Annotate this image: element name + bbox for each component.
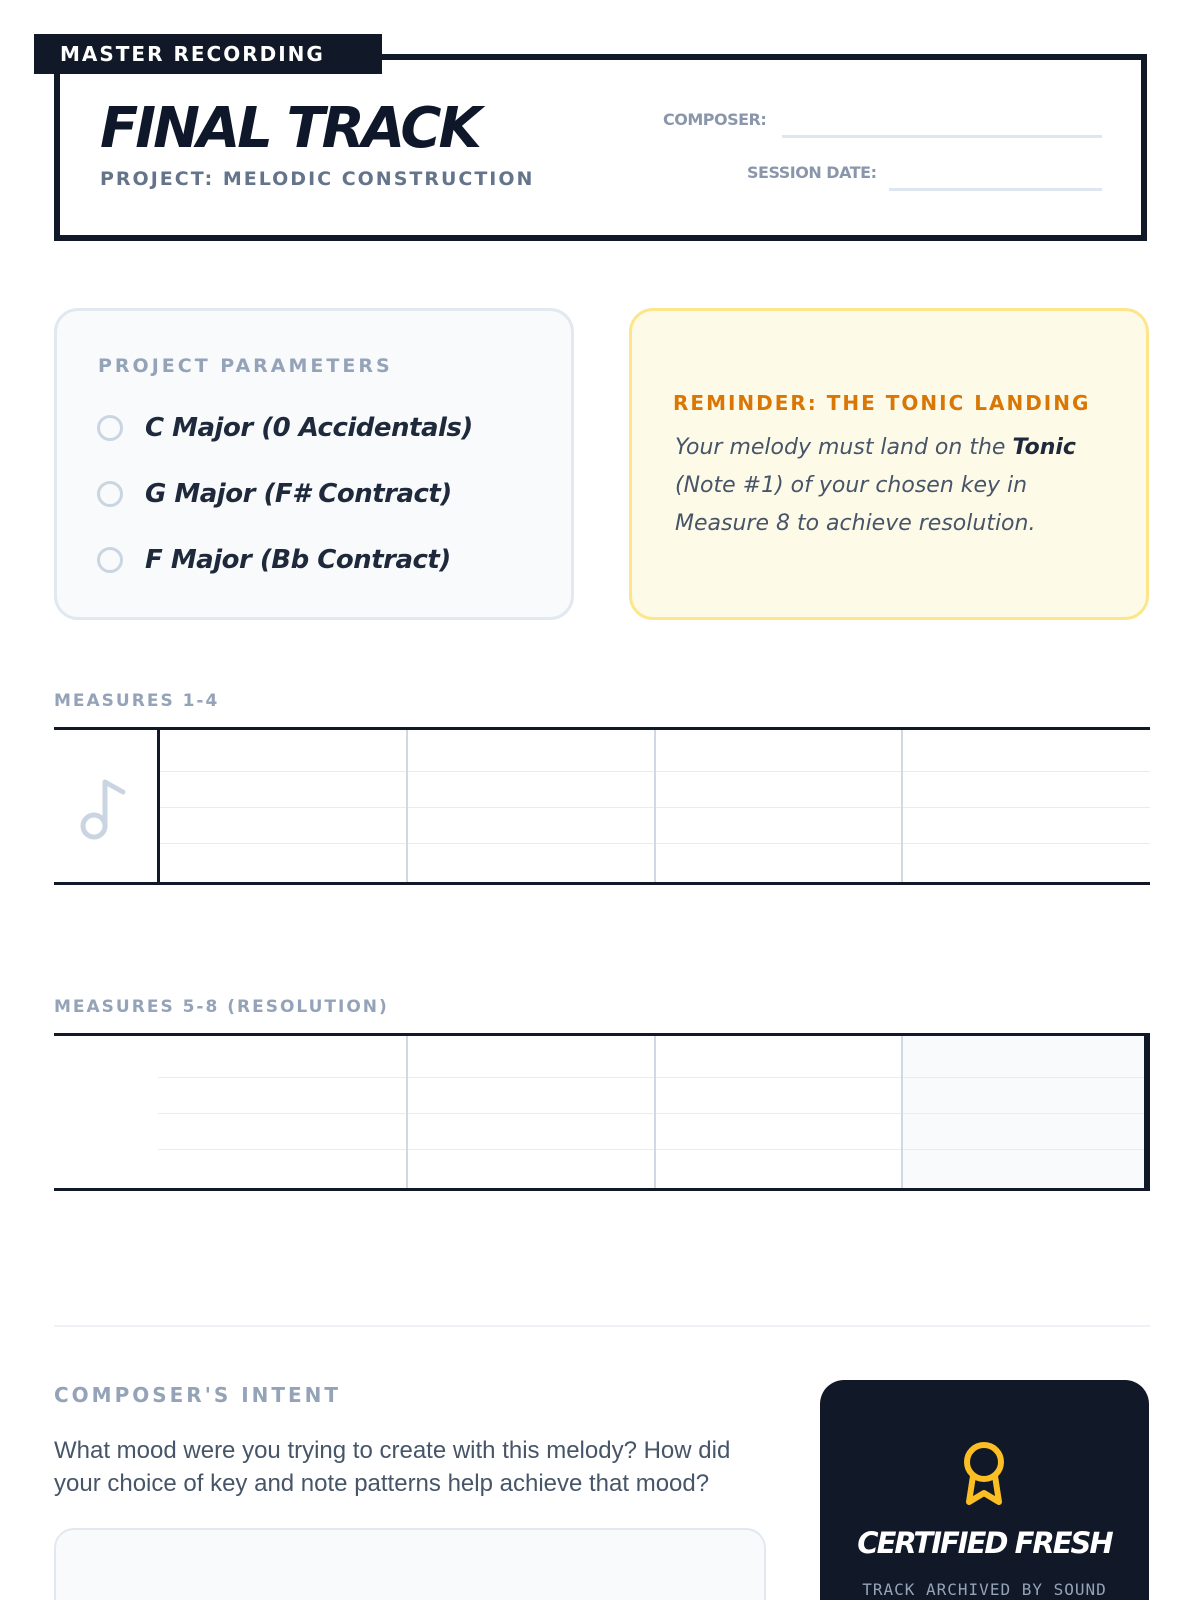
radio-button[interactable] bbox=[97, 481, 123, 507]
staff-measures-1-4[interactable] bbox=[54, 727, 1150, 885]
key-option-g-major[interactable] bbox=[97, 474, 452, 514]
key-option-label: G Major (F# Contract) bbox=[145, 479, 452, 509]
measures-1-4-label: MEASURES 1-4 bbox=[54, 691, 220, 711]
composers-intent-answer-box[interactable] bbox=[54, 1528, 766, 1600]
reminder-title: REMINDER: THE TONIC LANDING bbox=[673, 391, 1091, 415]
reminder-text: Your melody must land on the Tonic (Note #1) of your chosen key in Measure 8 to achieve resolution. bbox=[675, 435, 1076, 536]
project-subtitle: PROJECT: MELODIC CONSTRUCTION bbox=[100, 168, 535, 190]
resolution-measure-highlight bbox=[902, 1036, 1144, 1188]
composer-field[interactable] bbox=[782, 135, 1102, 138]
key-option-c-major[interactable] bbox=[97, 408, 473, 448]
composer-label: COMPOSER: bbox=[663, 110, 767, 129]
certified-fresh-badge bbox=[820, 1380, 1149, 1600]
composers-intent-title: COMPOSER'S INTENT bbox=[54, 1383, 342, 1407]
session-date-label: SESSION DATE: bbox=[747, 163, 877, 182]
radio-button[interactable] bbox=[97, 547, 123, 573]
measures-5-8-label: MEASURES 5-8 (RESOLUTION) bbox=[54, 997, 389, 1017]
music-note-icon bbox=[76, 774, 136, 844]
staff-measures-5-8[interactable] bbox=[54, 1033, 1150, 1191]
badge-title: CERTIFIED FRESH bbox=[857, 1526, 1112, 1560]
award-icon bbox=[959, 1440, 1009, 1506]
barline bbox=[654, 730, 656, 882]
radio-button[interactable] bbox=[97, 415, 123, 441]
barline bbox=[406, 730, 408, 882]
tonic-emphasis: Tonic bbox=[1012, 435, 1076, 460]
barline bbox=[654, 1036, 656, 1188]
session-date-field[interactable] bbox=[889, 188, 1102, 191]
barline bbox=[901, 730, 903, 882]
parameters-title: PROJECT PARAMETERS bbox=[98, 355, 393, 377]
final-barline bbox=[1144, 1036, 1150, 1188]
key-option-label: F Major (Bb Contract) bbox=[145, 545, 451, 575]
reminder-card bbox=[629, 308, 1149, 620]
key-option-f-major[interactable] bbox=[97, 540, 451, 580]
key-option-label: C Major (0 Accidentals) bbox=[145, 413, 473, 443]
project-parameters-card bbox=[54, 308, 574, 620]
section-divider bbox=[54, 1325, 1150, 1327]
barline bbox=[406, 1036, 408, 1188]
badge-subtitle: TRACK ARCHIVED BY SOUND bbox=[862, 1580, 1107, 1599]
header-tag: MASTER RECORDING LOG bbox=[34, 34, 382, 74]
barline bbox=[901, 1036, 903, 1188]
staff-start-barline bbox=[157, 730, 160, 882]
page-title: FINAL TRACK bbox=[100, 96, 479, 161]
composers-intent-question: What mood were you trying to create with this melody? How did your choice of key and note patterns help achieve that mood? bbox=[54, 1437, 731, 1497]
